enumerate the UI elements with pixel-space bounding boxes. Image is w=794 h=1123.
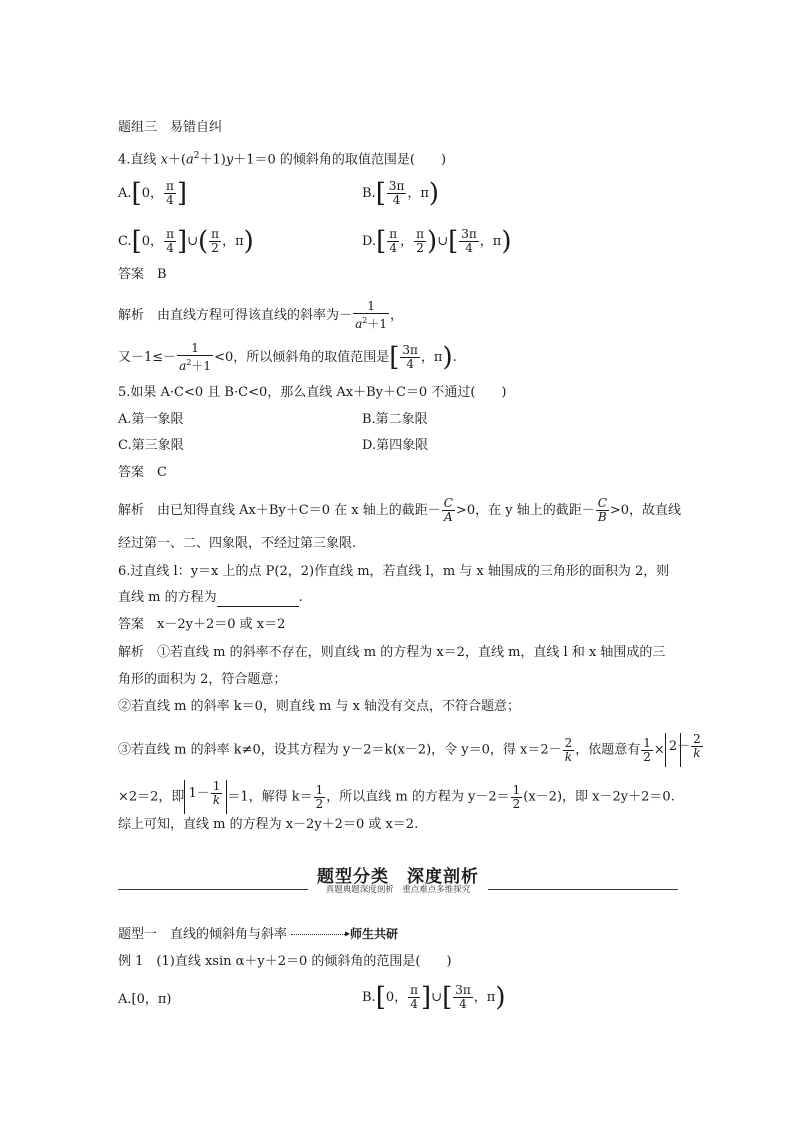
teacher-student-tag: 师生共研: [350, 927, 399, 941]
q5-option-d: D.第四象限: [362, 438, 429, 453]
q6-analysis-3: ②若直线 m 的斜率 k＝0，则直线 m 与 x 轴没有交点，不符合题意；: [118, 699, 521, 714]
ex1-option-b: B.[0， $\frac{\pi}{4}$ ]∪[ $\frac{3\pi}{4}$ ，π): [362, 982, 506, 1013]
q5-analysis-1: 解析 由已知得直线 Ax＋By＋C＝0 在 x 轴上的截距－ $\frac{C}{A}$ >0，在 y 轴上的截距－ $\frac{C}{B}$ >0，故直线: [118, 496, 682, 524]
section-rule-right: [488, 889, 678, 890]
q5-option-a: A.第一象限: [118, 412, 184, 427]
q4-answer: 答案 B: [118, 267, 167, 282]
q6-analysis-1: 解析 ①若直线 m 的斜率不存在，则直线 m 的方程为 x＝2，直线 m，直线 l 和 x 轴围成的三: [118, 645, 666, 660]
q4-analysis-2: 又－1≤－ $\frac{1}{a^2+1}$ <0，所以倾斜角的取值范围是[ $\frac{3\pi}{4}$ ，π).: [118, 341, 457, 373]
q6-analysis-6: 综上可知，直线 m 的方程为 x－2y＋2＝0 或 x＝2.: [118, 817, 419, 832]
dotted-leader: [291, 934, 345, 935]
q4-option-b: B.[ $\frac{3\pi}{4}$ ，π): [362, 178, 440, 209]
section-subtitle: 真题典题深度剖析 重点难点多维探究: [325, 885, 471, 895]
q6-stem-1: 6.过直线 l：y＝x 上的点 P(2，2)作直线 m，若直线 l，m 与 x 轴围成的三角形的面积为 2，则: [118, 564, 670, 579]
arrow-right-icon: ▸: [345, 928, 351, 940]
ex1-stem: 例 1 (1)直线 xsin α＋y＋2＝0 的倾斜角的范围是( ): [118, 954, 452, 969]
q6-analysis-5: ×2＝2，即 1－ $\frac{1}{k}$ ＝1，解得 k＝ $\frac{1}{2}$ ，所以直线 m 的方程为 y－2＝ $\frac{1}{2}$ (x－2)，即 x－2y＋2＝0.: [118, 780, 675, 814]
q5-analysis-2: 经过第一、二、四象限，不经过第三象限.: [118, 536, 357, 551]
q4-analysis-1: 解析 由直线方程可得该直线的斜率为－ $\frac{1}{a^2+1}$ ，: [118, 299, 403, 331]
q5-option-b: B.第二象限: [362, 412, 428, 427]
type1-heading: 题型一 直线的倾斜角与斜率 ▸师生共研: [118, 927, 399, 942]
q4-option-a: A.[0， $\frac{\pi}{4}$ ]: [118, 178, 188, 209]
q6-analysis-4-close: [674, 733, 681, 767]
heading: 题组三 易错自纠: [118, 120, 223, 135]
q5-option-c: C.第三象限: [118, 438, 184, 453]
q4-option-c: C.[0， $\frac{\pi}{4}$ ]∪( $\frac{\pi}{2}$ ，π): [118, 226, 254, 257]
section-banner: [118, 862, 678, 902]
q5-answer: 答案 C: [118, 465, 167, 480]
q6-answer: 答案 x－2y＋2＝0 或 x＝2: [118, 617, 286, 632]
ex1-option-a: A.[0，π): [118, 992, 172, 1007]
q4-stem: 4.直线 $x+(a^2+1)y+1=0$ 的倾斜角的取值范围是( ): [118, 151, 447, 168]
section-title: 题型分类 深度剖析: [317, 867, 479, 887]
q5-stem: 5.如果 A·C<0 且 B·C<0，那么直线 Ax＋By＋C＝0 不通过( ): [118, 385, 507, 400]
q6-stem-2: 直线 m 的方程为 .: [118, 590, 303, 605]
q6-analysis-4: ③若直线 m 的斜率 k≠0，设其方程为 y－2＝k(x－2)，令 y＝0，得 x＝2－ $\frac{2}{k}$ ，依题意有 $\frac{1}{2}$ × 2－ $\frac{2}{k}$: [118, 733, 707, 767]
q4-option-d: D.[ $\frac{\pi}{4}$ ， $\frac{\pi}{2}$ )∪[ $\frac{3\pi}{4}$ ，π): [362, 226, 512, 257]
q6-analysis-2: 角形的面积为 2，符合题意；: [118, 672, 287, 687]
